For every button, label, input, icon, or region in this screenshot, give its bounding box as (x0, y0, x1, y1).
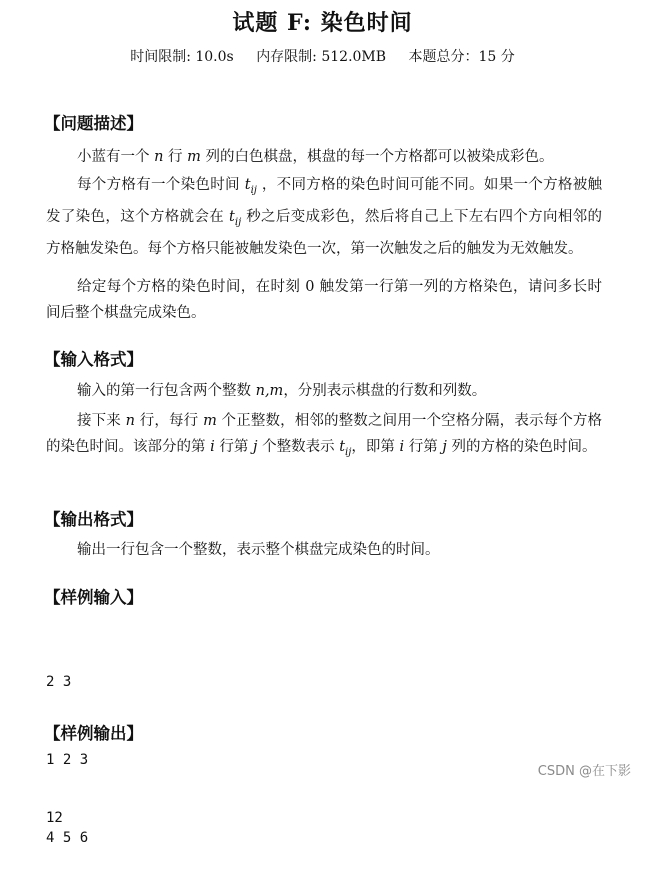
total-score: 本题总分：15 分 (408, 49, 515, 65)
csdn-watermark: CSDN @在下影 (537, 764, 631, 779)
sample-input-line: 4 5 6 (46, 830, 89, 846)
sample-output-line: 12 (46, 810, 63, 826)
input-format-heading: 【输入格式】 (44, 350, 143, 369)
output-format-heading: 【输出格式】 (44, 510, 143, 529)
input-paragraph-2: 接下来 n 行，每行 m 个正整数，相邻的整数之间用一个空格分隔，表示每个方格的染色时间。该部分的第 i 行第 j 个整数表示 $t_{ij}$，即第 i 行第 j 列的方格的染色时间。 (46, 413, 603, 458)
sample-output-heading: 【样例输出】 (44, 724, 143, 743)
problem-description-heading: 【问题描述】 (44, 114, 143, 133)
input-paragraph-1: 输入的第一行包含两个整数 n,m，分别表示棋盘的行数和列数。 (77, 383, 487, 399)
problem-paragraph-3: 给定每个方格的染色时间，在时刻 0 触发第一行第一列的方格染色，请问多长时间后整个棋盘完成染色。 (46, 279, 602, 321)
limits-bar (0, 46, 645, 66)
sample-input-heading: 【样例输入】 (44, 588, 143, 607)
problem-paragraph-1: 小蓝有一个 n 行 m 列的白色棋盘，棋盘的每一个方格都可以被染成彩色。 (77, 149, 554, 165)
sample-input-line: 2 3 (46, 674, 72, 690)
sample-input-line: 1 2 3 (46, 752, 89, 768)
problem-paragraph-2: 每个方格有一个染色时间 $t_{ij}$ ，不同方格的染色时间可能不同。如果一个方格被触发了染色，这个方格就会在 $t_{ij}$ 秒之后变成彩色，然后将自己上下左右四个方向相邻的方格触发染色。每个方格只能被触发染色一次，第一次触发之后的触发为无效触发。 (46, 177, 603, 257)
time-limit: 时间限制: 10.0s (130, 49, 234, 65)
problem-title: 试题 F: 染色时间 (232, 10, 413, 36)
sample-output-block (46, 753, 63, 857)
memory-limit: 内存限制: 512.0MB (256, 49, 387, 65)
output-paragraph-1: 输出一行包含一个整数，表示整个棋盘完成染色的时间。 (77, 542, 440, 558)
